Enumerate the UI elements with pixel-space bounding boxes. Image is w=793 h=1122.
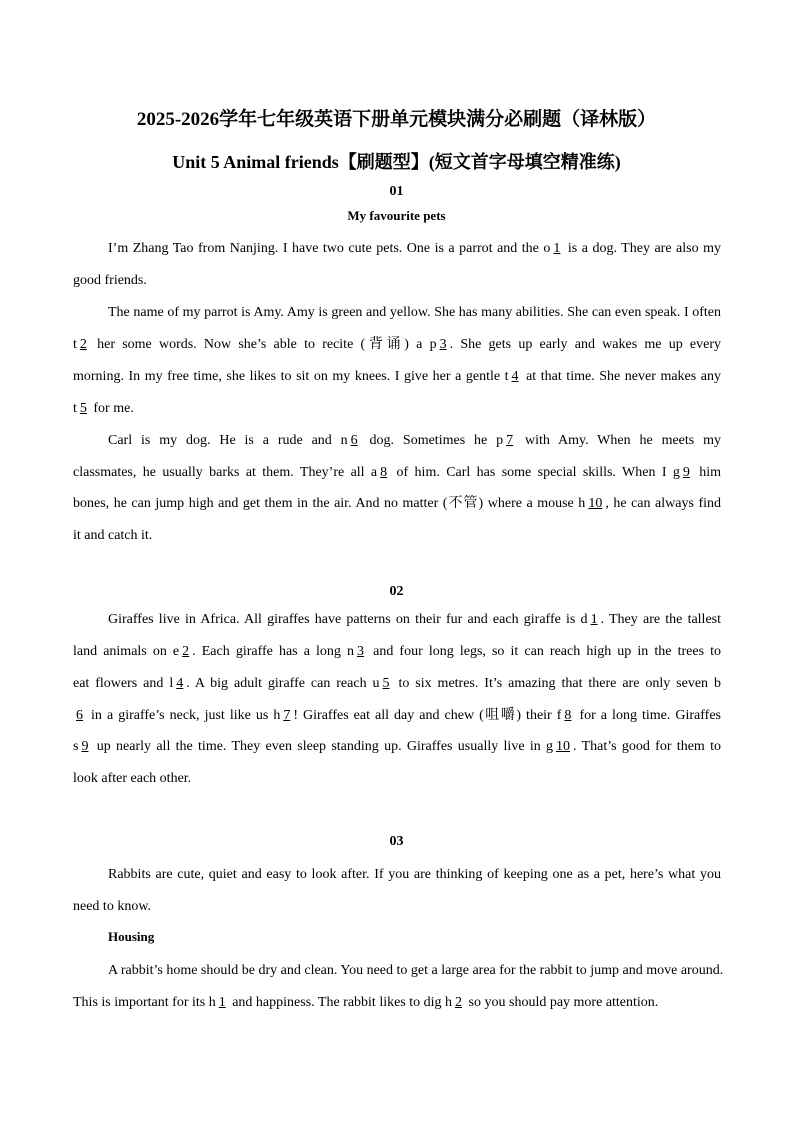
text-segment: . They are the tallest <box>600 612 722 627</box>
text-segment: ! Giraffes eat all day and chew (咀嚼) their f <box>293 708 562 723</box>
answer-blank: 10 <box>588 496 603 511</box>
text-segment: classmates, he usually barks at them. They’re all a <box>73 465 378 480</box>
text-line <box>73 897 721 917</box>
text-line <box>108 961 724 981</box>
text-line <box>73 993 721 1013</box>
text-segment: Rabbits are cute, quiet and easy to look after. If you are thinking of keeping one as a pet, here’s what you <box>108 867 721 882</box>
text-line <box>73 737 721 757</box>
text-segment: for me. <box>89 401 134 416</box>
text-line <box>108 610 721 630</box>
answer-blank: 7 <box>506 433 514 448</box>
text-segment: her some words. Now she’s able to recite (背诵) a p <box>89 337 437 352</box>
answer-blank: 1 <box>590 612 598 627</box>
text-segment: land animals on e <box>73 644 180 659</box>
text-segment: and happiness. The rabbit likes to dig h <box>228 995 453 1010</box>
text-segment: s <box>73 739 79 754</box>
answer-blank: 2 <box>455 995 463 1010</box>
text-segment: with Amy. When he meets my <box>516 433 721 448</box>
document-title: 2025-2026学年七年级英语下册单元模块满分必刷题（译林版） <box>136 109 657 130</box>
text-segment: is a dog. They are also my <box>563 241 721 256</box>
answer-blank: 3 <box>357 644 365 659</box>
answer-blank: 2 <box>79 337 87 352</box>
answer-blank: 2 <box>182 644 190 659</box>
text-line <box>73 526 721 546</box>
answer-blank: 9 <box>682 465 690 480</box>
text-segment: Giraffes live in Africa. All giraffes have patterns on their fur and each giraffe is d <box>108 612 588 627</box>
section-3-number: 03 <box>389 834 404 849</box>
answer-blank: 4 <box>511 369 519 384</box>
text-segment: Carl is my dog. He is a rude and n <box>108 433 348 448</box>
section-2-number: 02 <box>389 584 404 599</box>
text-line <box>108 865 721 885</box>
answer-blank: 1 <box>218 995 226 1010</box>
section-3-heading: Housing <box>108 929 155 944</box>
text-segment: This is important for its h <box>73 995 216 1010</box>
answer-blank: 10 <box>556 739 571 754</box>
text-line <box>73 674 721 694</box>
text-segment: . Each giraffe has a long n <box>192 644 355 659</box>
text-line <box>73 335 721 355</box>
answer-blank: 6 <box>350 433 358 448</box>
text-line <box>73 769 721 789</box>
answer-blank: 8 <box>564 708 572 723</box>
text-line <box>108 239 721 259</box>
text-segment: The name of my parrot is Amy. Amy is green and yellow. She has many abilities. She can even speak. I often <box>108 305 721 320</box>
text-segment: at that time. She never makes any <box>521 369 721 384</box>
text-segment: I’m Zhang Tao from Nanjing. I have two cute pets. One is a parrot and the o <box>108 241 551 256</box>
text-segment: . She gets up early and wakes me up every <box>449 337 721 352</box>
text-line <box>73 642 721 662</box>
section-1-number: 01 <box>389 184 404 199</box>
text-segment: to six metres. It’s amazing that there are only seven b <box>392 676 721 691</box>
text-segment: in a giraffe’s neck, just like us h <box>86 708 281 723</box>
text-segment: so you should pay more attention. <box>465 995 659 1010</box>
text-segment: t <box>73 337 77 352</box>
text-segment: , he can always find <box>605 496 722 511</box>
text-segment: eat flowers and l <box>73 676 174 691</box>
text-segment: look after each other. <box>73 771 192 786</box>
text-segment: up nearly all the time. They even sleep standing up. Giraffes usually live in g <box>91 739 554 754</box>
text-segment: A rabbit’s home should be dry and clean. You need to get a large area for the rabbit to jump and move around. <box>108 963 724 978</box>
text-segment: . A big adult giraffe can reach u <box>186 676 380 691</box>
text-line <box>108 431 721 451</box>
text-segment: and four long legs, so it can reach high up in the trees to <box>367 644 722 659</box>
text-line <box>73 463 721 483</box>
text-line <box>73 399 721 419</box>
text-segment: it and catch it. <box>73 528 153 543</box>
text-line <box>73 271 721 291</box>
text-segment: . That’s good for them to <box>573 739 721 754</box>
text-segment: dog. Sometimes he p <box>360 433 504 448</box>
answer-blank: 3 <box>439 337 447 352</box>
text-segment: morning. In my free time, she likes to sit on my knees. I give her a gentle t <box>73 369 509 384</box>
answer-blank: 6 <box>76 708 83 723</box>
answer-blank: 4 <box>176 676 184 691</box>
text-line <box>108 303 721 323</box>
answer-blank: 1 <box>553 241 561 256</box>
answer-blank: 7 <box>283 708 291 723</box>
section-1-title: My favourite pets <box>347 208 446 223</box>
text-segment: of him. Carl has some special skills. When I g <box>390 465 680 480</box>
answer-blank: 5 <box>79 401 87 416</box>
text-line <box>73 706 721 726</box>
answer-blank: 9 <box>81 739 89 754</box>
text-line <box>73 494 721 514</box>
text-segment: for a long time. Giraffes <box>574 708 721 723</box>
text-segment: t <box>73 401 77 416</box>
text-segment: good friends. <box>73 273 147 288</box>
answer-blank: 5 <box>382 676 390 691</box>
text-segment: him <box>692 465 722 480</box>
answer-blank: 8 <box>380 465 388 480</box>
text-segment: bones, he can jump high and get them in the air. And no matter (不管) where a mouse h <box>73 496 586 511</box>
text-segment: need to know. <box>73 899 152 914</box>
document-subtitle: Unit 5 Animal friends【刷题型】(短文首字母填空精准练) <box>172 152 621 172</box>
text-line <box>73 367 721 387</box>
